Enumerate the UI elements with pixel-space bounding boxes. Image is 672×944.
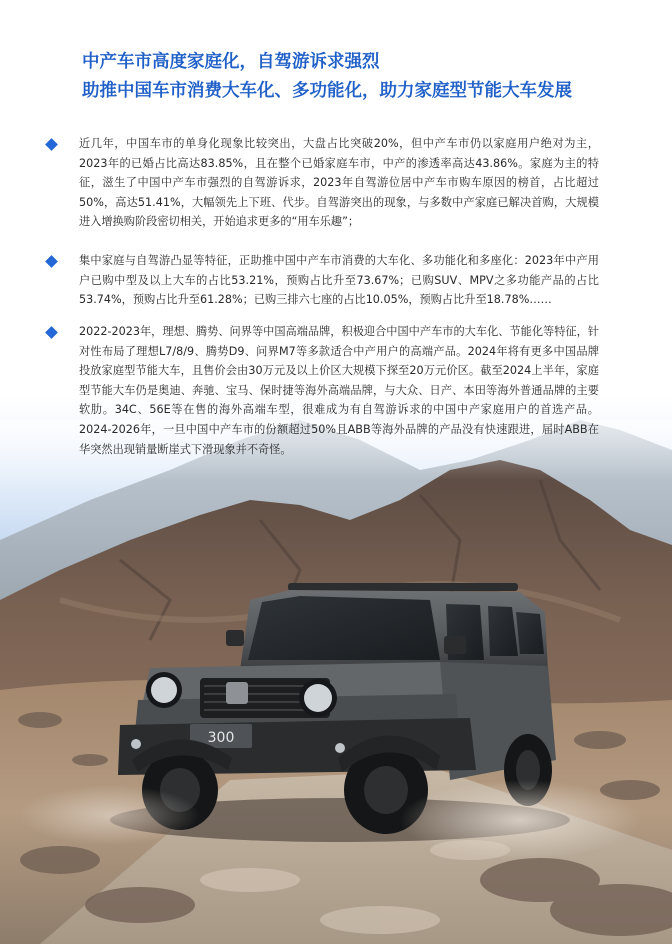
bullet-text-3: 2022-2023年，理想、腾势、问界等中国高端品牌，积极迎合中国中产车市的大车化、节能化等特征，针对性布局了理想L7/8/9、腾势D9、问界M7等多款适合中产用户的高端产品。2024年将有更多中国品牌投放家庭型节能大车，且售价会由30万元及以上价区大规模下探至20万元价区。截至2024上半年，家庭型节能大车仍是奥迪、奔驰、宝马、保时捷等海外高端品牌，与大众、日产、本田等海外普通品牌的主要软肋。34C、56E等在售的海外高端车型，很难成为有自驾游诉求的中国中产家庭用户的首选产品。2024-2026年，一旦中国中产车市的份额超过50%且ABB等海外品牌的产品没有快速跟进，届时ABB在华突然出现销量断崖式下滑现象并不奇怪。: [79, 325, 599, 456]
page-title: [82, 48, 642, 106]
bullet-text-2: 集中家庭与自驾游凸显等特征，正助推中国中产车市消费的大车化、多功能化和多座化：2023年中产用户已购中型及以上大车的占比53.21%，预购占比升至73.67%；已购SUV、MPV之多功能产品的占比53.74%，预购占比升至61.28%；已购三排六七座的占比10.05%，预购占比升至18.78%……: [79, 254, 599, 307]
plate-number: 300: [207, 730, 235, 746]
title-line-2: 助推中国车市消费大车化、多功能化，助力家庭型节能大车发展: [82, 81, 572, 101]
bullet-text-1: 近几年，中国车市的单身化现象比较突出，大盘占比突破20%，但中产车市仍以家庭用户绝对为主，2023年的已婚占比高达83.85%，且在整个已婚家庭车市，中产的渗透率高达43.86%。家庭为主的特征，滋生了中国中产车市强烈的自驾游诉求，2023年自驾游位居中产车市购车原因的榜首，占比超过50%，高达51.41%，大幅领先上下班、代步。自驾游突出的现象，与多数中产家庭已解决首购，大规模进入增换购阶段密切相关，开始追求更多的“用车乐趣”；: [79, 137, 599, 229]
title-line-1: 中产车市高度家庭化，自驾游诉求强烈: [82, 52, 380, 72]
